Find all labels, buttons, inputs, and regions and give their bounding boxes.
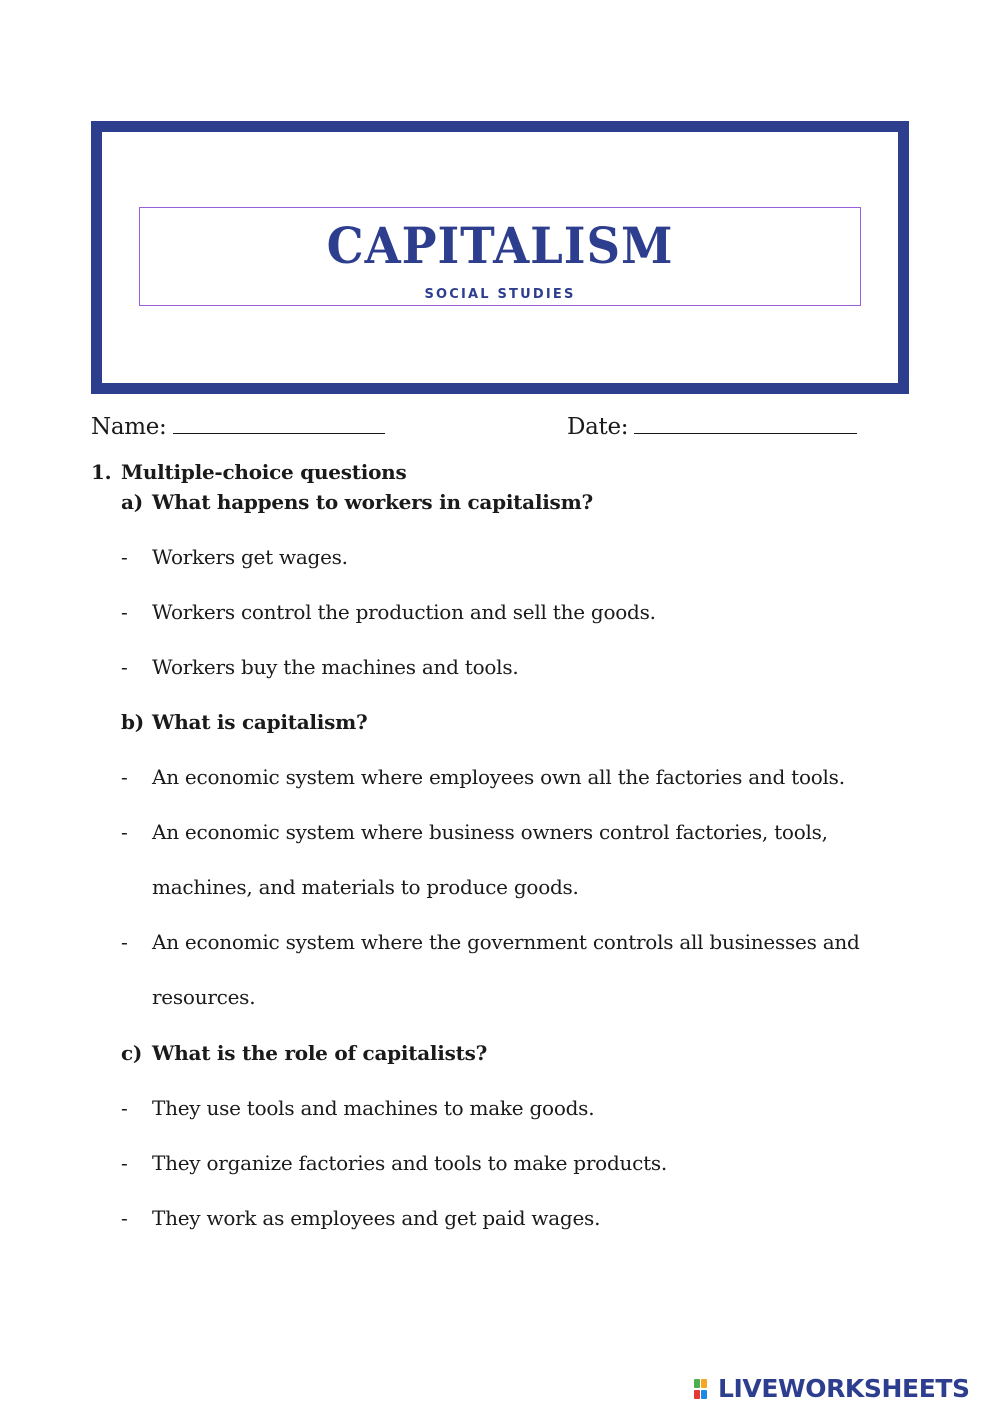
question-letter: a) — [121, 490, 143, 514]
bullet: - — [121, 820, 128, 844]
worksheet-title: CAPITALISM — [326, 216, 674, 275]
answer-option[interactable]: They work as employees and get paid wages. — [152, 1206, 601, 1230]
bullet: - — [121, 930, 128, 954]
logo-mark-icon — [694, 1378, 714, 1400]
bullet: - — [121, 1151, 128, 1175]
section-title: Multiple-choice questions — [121, 460, 407, 484]
answer-option[interactable]: An economic system where employees own all the factories and tools. — [152, 765, 845, 789]
worksheet-subtitle: SOCIAL STUDIES — [424, 287, 576, 302]
bullet: - — [121, 1096, 128, 1120]
question-letter: c) — [121, 1041, 143, 1065]
name-label: Name: — [91, 414, 167, 440]
bullet: - — [121, 655, 128, 679]
answer-option[interactable]: Workers control the production and sell the goods. — [152, 600, 656, 624]
answer-option[interactable]: An economic system where business owners control factories, tools, — [152, 820, 828, 844]
date-label: Date: — [567, 414, 629, 440]
section-number: 1. — [91, 460, 112, 484]
name-blank[interactable] — [173, 411, 385, 434]
date-blank[interactable] — [634, 411, 857, 434]
answer-option[interactable]: Workers buy the machines and tools. — [152, 655, 519, 679]
question-letter: b) — [121, 710, 144, 734]
answer-option[interactable]: Workers get wages. — [152, 545, 348, 569]
logo-text: LIVEWORKSHEETS — [718, 1374, 970, 1403]
answer-option[interactable]: They organize factories and tools to make products. — [152, 1151, 668, 1175]
date-field — [567, 411, 857, 443]
bullet: - — [121, 1206, 128, 1230]
question-text: What is the role of capitalists? — [152, 1041, 488, 1065]
bullet: - — [121, 545, 128, 569]
answer-option[interactable]: An economic system where the government controls all businesses and — [152, 930, 860, 954]
answer-option-continued[interactable]: machines, and materials to produce goods. — [152, 875, 579, 899]
question-text: What is capitalism? — [152, 710, 368, 734]
name-field — [91, 411, 385, 443]
answer-option-continued[interactable]: resources. — [152, 985, 256, 1009]
answer-option[interactable]: They use tools and machines to make goods. — [152, 1096, 595, 1120]
bullet: - — [121, 600, 128, 624]
bullet: - — [121, 765, 128, 789]
liveworksheets-logo[interactable] — [694, 1374, 970, 1404]
question-text: What happens to workers in capitalism? — [152, 490, 593, 514]
header-inner-frame — [139, 207, 861, 306]
